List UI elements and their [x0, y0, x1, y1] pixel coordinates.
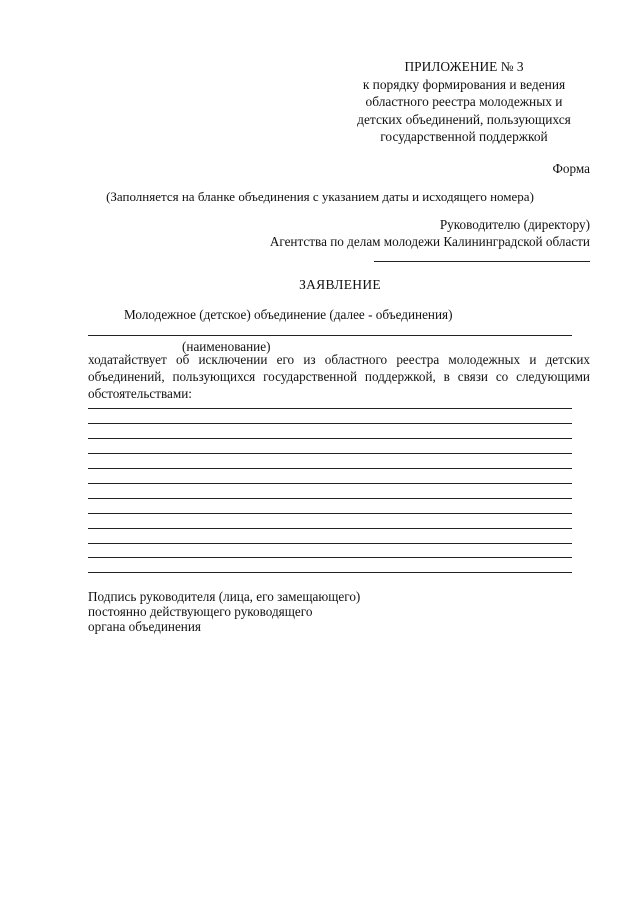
- addressee-line-2: Агентства по делам молодежи Калининградской области: [269, 234, 590, 249]
- fill-line: [88, 468, 572, 469]
- document-heading: ЗАЯВЛЕНИЕ: [299, 277, 381, 292]
- fill-line: [88, 557, 572, 558]
- addressee-name-line: [374, 261, 590, 262]
- signature-line-3: органа объединения: [88, 619, 201, 634]
- fill-line: [88, 543, 572, 544]
- body-line-2: объединений, пользующихся государственной поддержкой, в связи со следующими: [88, 369, 590, 384]
- org-name-line: [88, 335, 572, 336]
- appendix-line: областного реестра молодежных и: [365, 94, 563, 109]
- signature-line-2: постоянно действующего руководящего: [88, 604, 313, 619]
- appendix-title: ПРИЛОЖЕНИЕ № 3: [404, 59, 524, 74]
- name-caption: (наименование): [182, 339, 271, 354]
- fill-line: [88, 408, 572, 409]
- fill-line: [88, 438, 572, 439]
- appendix-header: [330, 58, 598, 146]
- org-intro: Молодежное (детское) объединение (далее - объединения): [124, 307, 453, 322]
- fill-line: [88, 513, 572, 514]
- appendix-line: государственной поддержкой: [380, 129, 548, 144]
- fill-line: [88, 498, 572, 499]
- body-line-3: обстоятельствами:: [88, 386, 192, 401]
- addressee-line-1: Руководителю (директору): [439, 217, 590, 232]
- appendix-line: к порядку формирования и ведения: [362, 76, 566, 92]
- fill-line: [88, 453, 572, 454]
- body-line-1: ходатайствует об исключении его из областного реестра молодежных и детских: [88, 352, 590, 367]
- fill-line: [88, 423, 572, 424]
- fill-line: [88, 528, 572, 529]
- appendix-line: детских объединений, пользующихся: [357, 111, 571, 127]
- fill-line: [88, 572, 572, 573]
- fill-line: [88, 483, 572, 484]
- signature-line-1: Подпись руководителя (лица, его замещающего): [88, 589, 361, 604]
- form-label: Форма: [552, 161, 590, 176]
- fill-note: (Заполняется на бланке объединения с указанием даты и исходящего номера): [106, 189, 534, 204]
